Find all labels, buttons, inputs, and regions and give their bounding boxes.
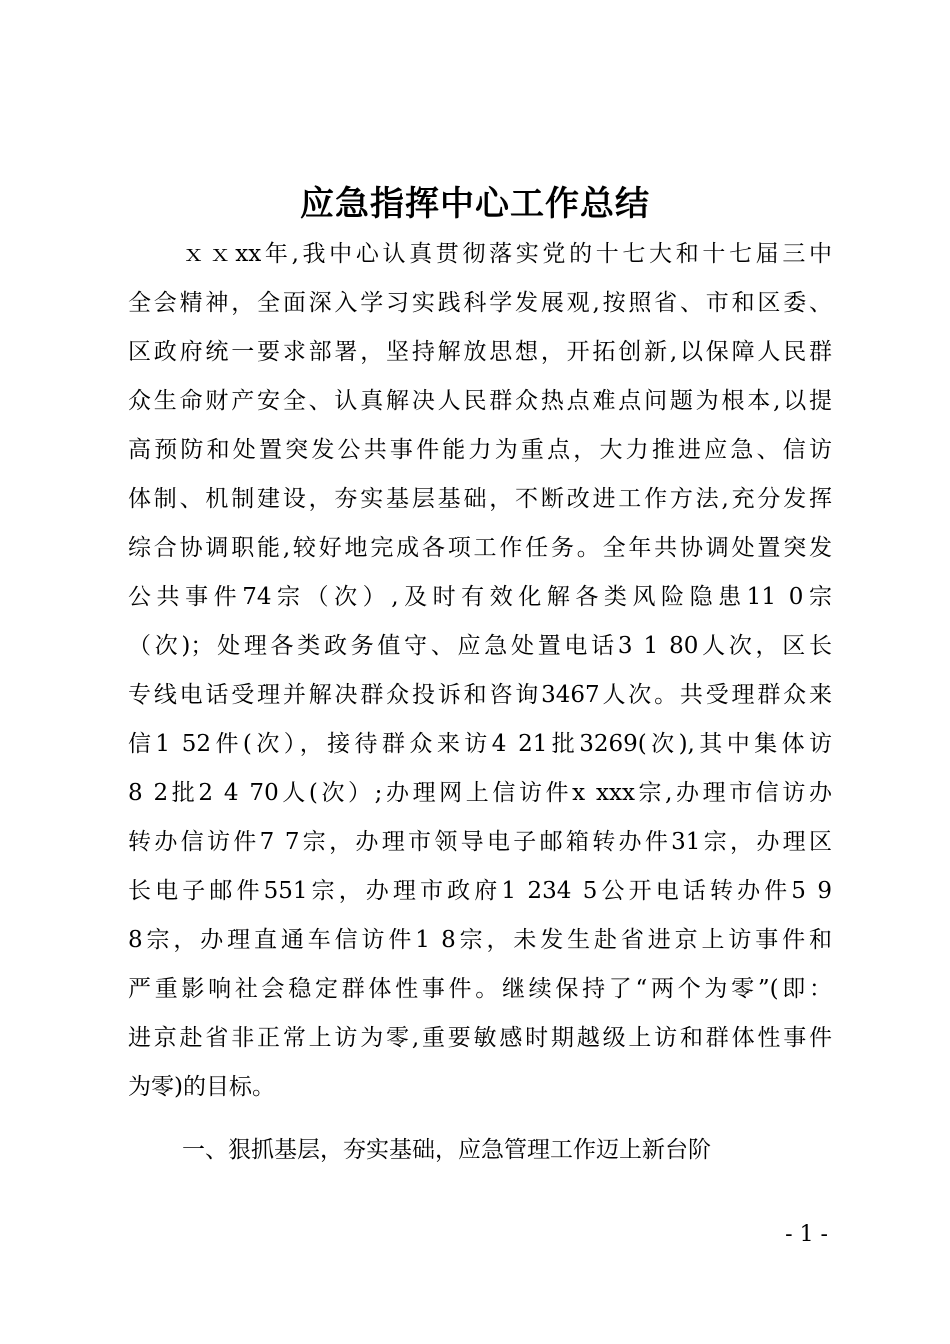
- page-number: - 1 -: [785, 1222, 828, 1247]
- paragraph-line: 为零)的目标。: [128, 1074, 275, 1100]
- paragraph-line: 专线电话受理并解决群众投诉和咨询3467人次。共受理群众来: [128, 682, 832, 708]
- paragraph-line: 高预防和处置突发公共事件能力为重点，大力推进应急、信访: [128, 437, 832, 463]
- paragraph-line: 8 2批2 4 70人(次）;办理网上信访件x xxx宗,办理市信访办: [128, 780, 832, 806]
- paragraph-line: 体制、机制建设，夯实基层基础，不断改进工作方法,充分发挥: [128, 486, 832, 512]
- paragraph-line: 全会精神，全面深入学习实践科学发展观,按照省、市和区委、: [128, 290, 832, 316]
- paragraph-line: 区政府统一要求部署，坚持解放思想，开拓创新,以保障人民群: [128, 339, 832, 365]
- paragraph-line: 公共事件74宗（次）,及时有效化解各类风险隐患11 0宗: [128, 584, 832, 610]
- paragraph-line: ｘｘxx年,我中心认真贯彻落实党的十七大和十七届三中: [182, 241, 832, 267]
- paragraph-line: 众生命财产安全、认真解决人民群众热点难点问题为根本,以提: [128, 388, 832, 414]
- paragraph-line: 信1 52件(次），接待群众来访4 21批3269(次),其中集体访: [128, 731, 832, 757]
- paragraph-line: （次)；处理各类政务值守、应急处置电话3 1 80人次，区长: [128, 633, 832, 659]
- body-paragraph: [128, 230, 832, 1112]
- paragraph-line: 长电子邮件551宗，办理市政府1 234 5公开电话转办件5 9: [128, 878, 832, 904]
- document-title: 应急指挥中心工作总结: [300, 184, 650, 224]
- paragraph-line: 转办信访件7 7宗，办理市领导电子邮箱转办件31宗，办理区: [128, 829, 832, 855]
- paragraph-line: 进京赴省非正常上访为零,重要敏感时期越级上访和群体性事件: [128, 1025, 832, 1051]
- paragraph-line: 严重影响社会稳定群体性事件。继续保持了“两个为零”(即：: [128, 976, 832, 1002]
- paragraph-line: 综合协调职能,较好地完成各项工作任务。全年共协调处置突发: [128, 535, 832, 561]
- paragraph-line: 8宗，办理直通车信访件1 8宗，未发生赴省进京上访事件和: [128, 927, 832, 953]
- section-heading: 一、狠抓基层，夯实基础，应急管理工作迈上新台阶: [182, 1137, 711, 1163]
